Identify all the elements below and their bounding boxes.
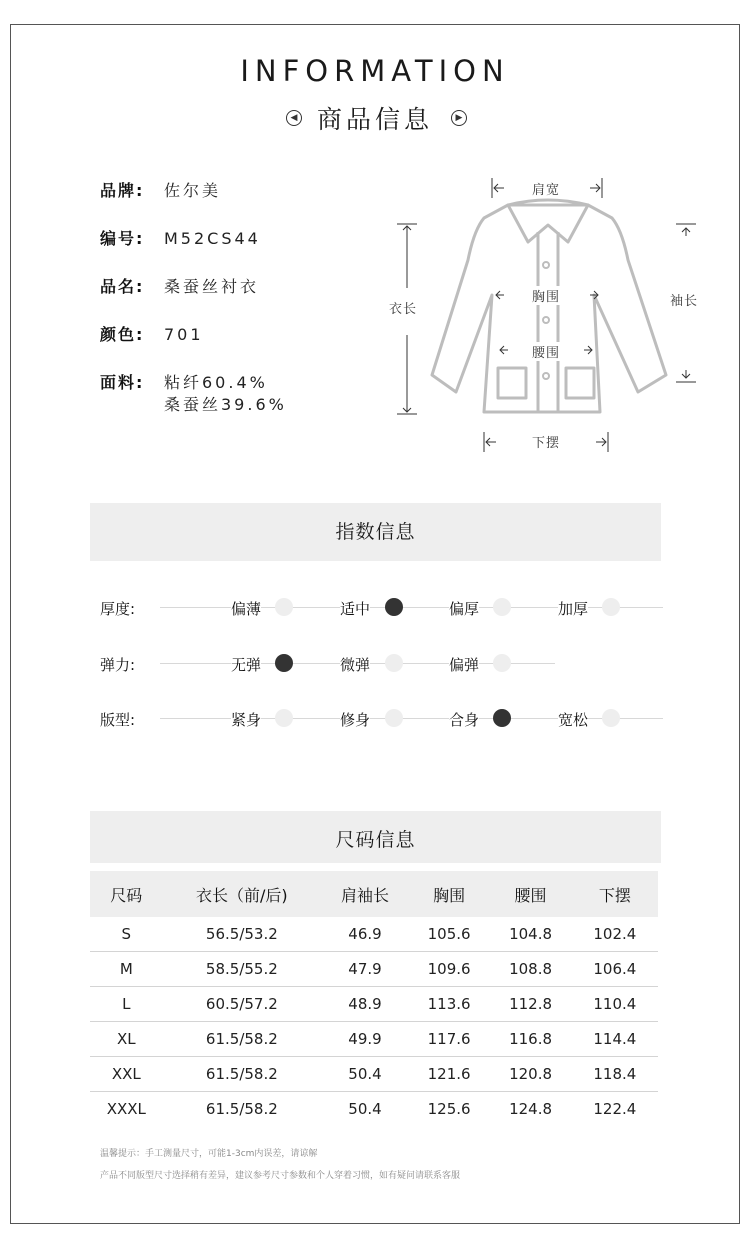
cell-length: 56.5/53.2: [163, 917, 321, 952]
index-section-title: 指数信息: [90, 503, 661, 561]
fabric-label: 面料:: [100, 373, 145, 392]
cell-chest: 113.6: [409, 987, 489, 1022]
fabric-line-1: 粘纤60.4%: [164, 373, 268, 392]
title-chinese: 商品信息: [316, 105, 433, 134]
info-name: [100, 274, 259, 297]
elasticity-option-none: 无弹: [231, 656, 262, 674]
label-length: 衣长: [386, 298, 420, 317]
brand-value: 佐尔美: [164, 181, 222, 200]
table-row: [90, 917, 658, 952]
cell-chest: 125.6: [427, 1100, 471, 1118]
cell-size: L: [90, 987, 163, 1022]
cell-sleeve: 49.9: [321, 1022, 409, 1057]
thickness-dot-medium: [385, 598, 403, 616]
fit-option-tight: 紧身: [231, 711, 262, 729]
cell-waist: 120.8: [489, 1057, 571, 1092]
brand-label: 品牌:: [100, 181, 145, 200]
cell-sleeve: 50.4: [321, 1057, 409, 1092]
right-arrow-icon: ▶: [451, 110, 467, 126]
elasticity-dot-slight: [385, 654, 403, 672]
cell-sleeve: 50.4: [348, 1100, 382, 1118]
cell-chest: 117.6: [409, 1022, 489, 1057]
cell-length: 58.5/55.2: [163, 952, 321, 987]
code-value: M52CS44: [164, 229, 261, 248]
cell-length: 60.5/57.2: [163, 987, 321, 1022]
thickness-option-extra: 加厚: [558, 600, 589, 618]
cell-size: S: [90, 917, 163, 952]
cell-hem: 122.4: [593, 1100, 637, 1118]
code-label: 编号:: [100, 229, 145, 248]
elasticity-dot-stretchy: [493, 654, 511, 672]
cell-waist: 104.8: [489, 917, 571, 952]
cell-size: XL: [90, 1022, 163, 1057]
table-row: [90, 1092, 658, 1127]
note-size-advice: 产品不同版型尺寸选择稍有差异，建议参考尺寸参数和个人穿着习惯，如有疑问请联系客服: [100, 1171, 461, 1181]
thickness-dot-extra: [602, 598, 620, 616]
cell-waist: 112.8: [489, 987, 571, 1022]
cell-size: M: [90, 952, 163, 987]
table-row: [90, 1057, 658, 1092]
cell-hem: 114.4: [572, 1022, 658, 1057]
cell-sleeve: 46.9: [321, 917, 409, 952]
cell-sleeve: 47.9: [321, 952, 409, 987]
cell-hem: 102.4: [572, 917, 658, 952]
cell-length: 61.5/58.2: [205, 1100, 278, 1118]
fabric-line-2: 桑蚕丝39.6%: [164, 395, 287, 414]
fit-dot-loose: [602, 709, 620, 727]
label-hem: 下摆: [529, 432, 563, 451]
cell-waist: 116.8: [489, 1022, 571, 1057]
fit-option-slim: 修身: [340, 711, 371, 729]
size-section-title: 尺码信息: [90, 811, 661, 863]
color-label: 颜色:: [100, 325, 145, 344]
cell-size: XXXL: [106, 1100, 146, 1118]
shirt-outline-icon: [380, 170, 720, 460]
header-sleeve: 肩袖长: [321, 871, 409, 917]
thickness-dot-thin: [275, 598, 293, 616]
info-fabric: [100, 370, 287, 414]
size-table-header: [90, 871, 658, 917]
cell-chest: 105.6: [409, 917, 489, 952]
fit-dot-tight: [275, 709, 293, 727]
elasticity-label: 弹力:: [100, 656, 136, 674]
cell-hem: 110.4: [572, 987, 658, 1022]
fit-dot-slim: [385, 709, 403, 727]
thickness-option-medium: 适中: [340, 600, 371, 618]
cell-length: 61.5/58.2: [163, 1022, 321, 1057]
cell-waist: 108.8: [489, 952, 571, 987]
header-length: 衣长（前/后): [163, 871, 321, 917]
header-size: 尺码: [90, 871, 163, 917]
title-english: INFORMATION: [240, 54, 510, 88]
cell-sleeve: 48.9: [321, 987, 409, 1022]
thickness-option-thin: 偏薄: [231, 600, 262, 618]
header-chest: 胸围: [409, 871, 489, 917]
shirt-measurement-diagram: [380, 170, 720, 460]
name-label: 品名:: [100, 277, 145, 296]
info-color: [100, 322, 204, 345]
name-value: 桑蚕丝衬衣: [164, 277, 260, 296]
info-brand: [100, 178, 221, 201]
fit-dot-regular: [493, 709, 511, 727]
label-sleeve: 袖长: [670, 294, 699, 309]
table-row: [90, 1022, 658, 1057]
cell-hem: 118.4: [572, 1057, 658, 1092]
fit-option-loose: 宽松: [558, 711, 589, 729]
header-waist: 腰围: [489, 871, 571, 917]
elasticity-option-stretchy: 偏弹: [449, 656, 480, 674]
cell-size: XXL: [90, 1057, 163, 1092]
left-arrow-icon: ◀: [286, 110, 302, 126]
table-row: [90, 987, 658, 1022]
cell-waist: 124.8: [509, 1100, 553, 1118]
note-measurement: 温馨提示：手工测量尺寸，可能1-3cm内误差，请谅解: [100, 1149, 318, 1159]
header-hem: 下摆: [572, 871, 658, 917]
thickness-option-thick: 偏厚: [449, 600, 480, 618]
cell-length: 61.5/58.2: [163, 1057, 321, 1092]
thickness-dot-thick: [493, 598, 511, 616]
cell-hem: 106.4: [572, 952, 658, 987]
size-table: [90, 871, 658, 1126]
color-value: 701: [164, 325, 204, 344]
thickness-label: 厚度:: [100, 600, 136, 618]
elasticity-dot-none: [275, 654, 293, 672]
fit-option-regular: 合身: [449, 711, 480, 729]
cell-chest: 121.6: [409, 1057, 489, 1092]
label-shoulder: 肩宽: [529, 179, 563, 198]
fit-label: 版型:: [100, 711, 136, 729]
info-code: [100, 226, 261, 249]
cell-chest: 109.6: [409, 952, 489, 987]
label-waist: 腰围: [529, 342, 563, 361]
elasticity-option-slight: 微弹: [340, 656, 371, 674]
table-row: [90, 952, 658, 987]
label-chest: 胸围: [529, 286, 563, 305]
